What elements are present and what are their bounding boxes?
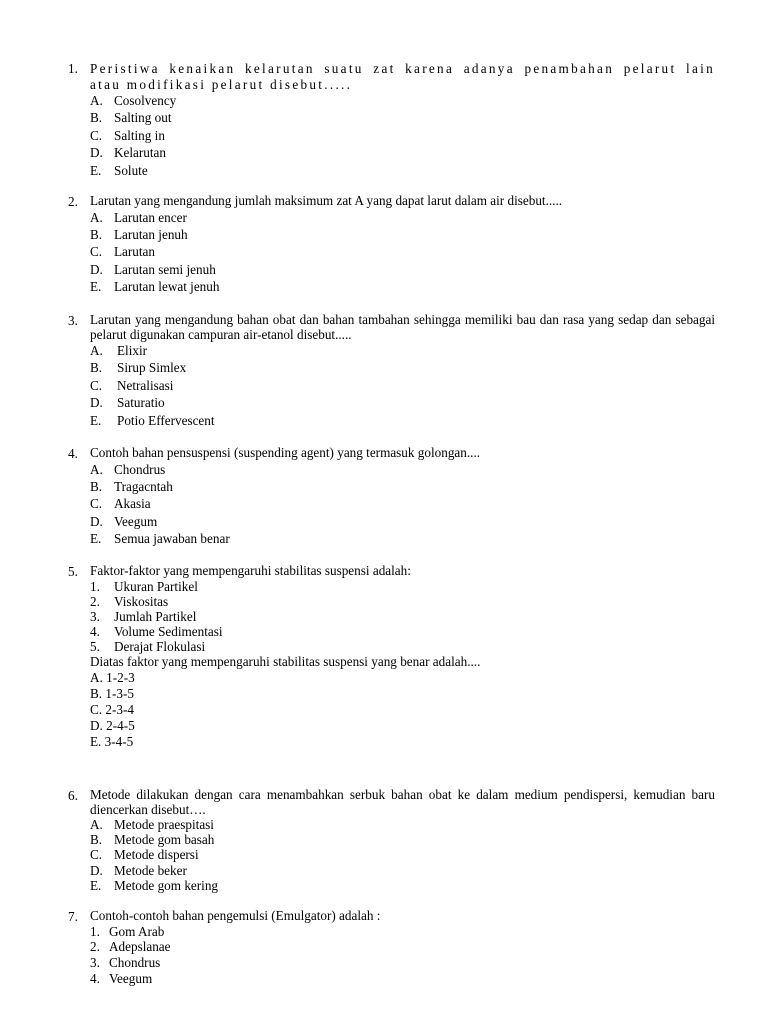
option-b: B. Tragacntah bbox=[90, 478, 173, 494]
emulgator-list bbox=[90, 924, 715, 987]
option-e: E. Semua jawaban benar bbox=[90, 531, 230, 547]
question-5 bbox=[68, 564, 715, 750]
list-item: 2. Adepslanae bbox=[90, 939, 171, 955]
option-d: D. Veegum bbox=[90, 513, 158, 529]
question-stem: Larutan yang mengandung bahan obat dan bahan tambahan sehingga memiliki bau dan rasa yang sedap dan sebagai pelarut digunakan campuran air-etanol disebut..... bbox=[90, 312, 715, 342]
question-number: 7. bbox=[68, 909, 78, 924]
question-6 bbox=[68, 788, 715, 893]
option-c: C. Metode dispersi bbox=[90, 847, 199, 863]
option-d: D. Larutan semi jenuh bbox=[90, 261, 216, 277]
option-a: A. 1-2-3 bbox=[90, 670, 135, 686]
option-e: E. Larutan lewat jenuh bbox=[90, 279, 220, 295]
option-d: D. 2-4-5 bbox=[90, 718, 135, 734]
list-item: 3. Chondrus bbox=[90, 955, 161, 971]
list-item: 5. Derajat Flokulasi bbox=[90, 639, 206, 655]
option-a: A. Elixir bbox=[90, 343, 148, 358]
option-list bbox=[90, 92, 715, 179]
list-item: 2. Viskositas bbox=[90, 593, 169, 609]
question-stem: Contoh-contoh bahan pengemulsi (Emulgator) adalah : bbox=[90, 908, 381, 923]
option-c: C. Larutan bbox=[90, 244, 156, 260]
option-b: B. Metode gom basah bbox=[90, 832, 215, 848]
question-stem: Faktor-faktor yang mempengaruhi stabilitas suspensi adalah: bbox=[90, 563, 411, 578]
option-a: A. Metode praespitasi bbox=[90, 817, 214, 832]
question-2 bbox=[68, 194, 715, 295]
option-c: C. 2-3-4 bbox=[90, 702, 134, 718]
question-number: 3. bbox=[68, 313, 78, 328]
question-number: 1. bbox=[68, 61, 78, 76]
option-e: E. Potio Effervescent bbox=[90, 412, 215, 428]
list-item: 3. Jumlah Partikel bbox=[90, 608, 197, 624]
option-a: A. Chondrus bbox=[90, 461, 166, 477]
question-stem: Contoh bahan pensuspensi (suspending agent) yang termasuk golongan.... bbox=[90, 445, 481, 460]
question-4 bbox=[68, 446, 715, 547]
option-e: E. Metode gom kering bbox=[90, 877, 219, 893]
option-list bbox=[90, 342, 715, 429]
option-e: E. Solute bbox=[90, 162, 148, 178]
question-number: 2. bbox=[68, 194, 78, 209]
option-b: B. Salting out bbox=[90, 110, 172, 126]
question-stem: Metode dilakukan dengan cara menambahkan serbuk bahan obat ke dalam medium pendispersi, kemudian baru diencerkan disebut…. bbox=[90, 787, 715, 817]
list-item: 1. Ukuran Partikel bbox=[90, 578, 198, 594]
option-d: D. Metode beker bbox=[90, 862, 187, 878]
list-item: 4. Volume Sedimentasi bbox=[90, 624, 223, 640]
question-1 bbox=[68, 61, 715, 179]
list-item: 4. Veegum bbox=[90, 970, 153, 986]
question-stem: Larutan yang mengandung jumlah maksimum zat A yang dapat larut dalam air disebut..... bbox=[90, 193, 563, 208]
option-list bbox=[90, 209, 715, 296]
option-a: A. Larutan encer bbox=[90, 209, 187, 225]
option-b: B. 1-3-5 bbox=[90, 686, 134, 702]
option-c: C. Akasia bbox=[90, 496, 151, 512]
option-c: C. Netralisasi bbox=[90, 377, 174, 393]
question-number: 5. bbox=[68, 564, 78, 579]
list-item: 1. Gom Arab bbox=[90, 923, 165, 939]
option-list bbox=[90, 461, 715, 548]
option-e: E. 3-4-5 bbox=[90, 734, 134, 750]
option-c: C. Salting in bbox=[90, 127, 165, 143]
option-b: B. Larutan jenuh bbox=[90, 226, 188, 242]
question-3 bbox=[68, 313, 715, 429]
option-list bbox=[90, 817, 715, 893]
option-b: B. Sirup Simlex bbox=[90, 360, 187, 376]
followup-text: Diatas faktor yang mempengaruhi stabilitas suspensi yang benar adalah.... bbox=[90, 654, 481, 670]
option-d: D. Saturatio bbox=[90, 395, 165, 411]
factor-list bbox=[90, 579, 715, 751]
option-a: A. Cosolvency bbox=[90, 93, 177, 108]
question-7 bbox=[68, 909, 715, 987]
question-number: 4. bbox=[68, 446, 78, 461]
option-d: D. Kelarutan bbox=[90, 145, 166, 161]
question-stem: Peristiwa kenaikan kelarutan suatu zat karena adanya penambahan pelarut lain atau modifikasi pelarut disebut..... bbox=[90, 61, 715, 92]
question-number: 6. bbox=[68, 788, 78, 803]
